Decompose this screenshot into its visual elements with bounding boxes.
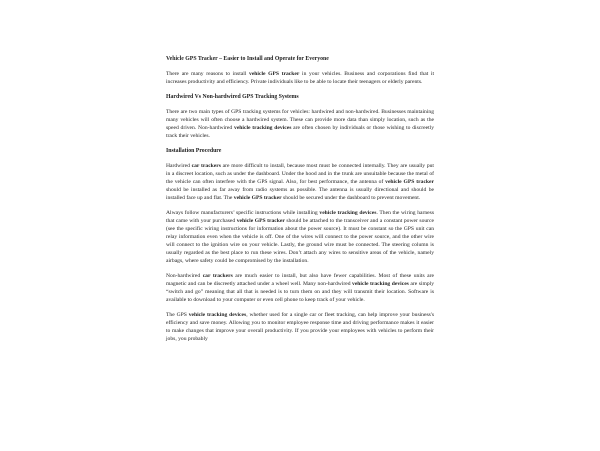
non-hardwired-paragraph — [166, 273, 434, 305]
text-run: are simply “switch and go” meaning that all that is needed is to turn them on and they will transmit their location. Software is available to download to your computer or even cell phone to keep track of your vehicle. — [166, 280, 434, 303]
text-run: are often chosen by individuals or those wishing to discreetly track their vehicles. — [166, 124, 434, 139]
text-run: Non-hardwired — [166, 273, 203, 280]
section-heading-installation: Installation Procedure — [166, 148, 222, 155]
installation-paragraph-1 — [166, 163, 434, 203]
document-title: Vehicle GPS Tracker – Easier to Install and Operate for Everyone — [166, 56, 329, 62]
text-run: should be secured under the dashboard to prevent movement. — [281, 194, 421, 201]
text-run: Hardwired — [166, 163, 192, 170]
text-run: Always follow manufacturers’ specific instructions while installing — [166, 210, 320, 217]
text-run: , whether used for a single car or fleet tracking, can help improve your business's efficiency and save money. Allowing you to monitor employee response time and driving performance makes it easier to make changes that improve your overall productivity. If you provide your employees with vehicles to perform their jobs, you probably — [166, 312, 434, 342]
bold-run: vehicle tracking devices — [188, 312, 247, 319]
text-run: are much easier to install, but also have fewer capabilities. Most of these units are magnetic and can be discreetly attached under a wheel well. Many non-hardwired — [166, 273, 434, 287]
section-heading-hardwired: Hardwired Vs Non-hardwired GPS Tracking Systems — [166, 94, 299, 101]
bold-run: vehicle GPS tracker — [385, 178, 435, 185]
bold-run: vehicle tracking devices — [234, 124, 292, 131]
benefits-paragraph — [166, 312, 434, 344]
hardwired-paragraph — [166, 109, 434, 141]
bold-run: vehicle GPS tracker — [249, 70, 300, 77]
text-run: There are many reasons to install — [166, 70, 250, 77]
text-run: are more difficult to install, because most must be connected internally. They are usually put in a discreet location, such as under the dashboard. Under the hood and in the trunk are unsuitable because the metal of the vehicle can often interfere with the GPS signal. Also, for best performance, the antenna of — [166, 163, 434, 185]
bold-run: vehicle tracking devices — [352, 280, 409, 287]
bold-run: car trackers — [202, 273, 233, 280]
text-run: in your vehicles. Business and corporations find that it increases productivity and efficiency. Private individuals like to be able to locate their teenagers or elderly parents. — [166, 70, 435, 85]
document-body — [166, 56, 434, 351]
bold-run: vehicle tracking devices — [319, 210, 377, 217]
bold-run: car trackers — [191, 163, 221, 170]
intro-paragraph — [166, 71, 434, 87]
installation-paragraph-2 — [166, 210, 434, 265]
text-run: The GPS — [166, 312, 189, 319]
text-run: There are two main types of GPS tracking systems for vehicles: hardwired and non-hardwired. Businesses maintaining many vehicles will often choose a hardwired system. These can provide more data than simply location, such as the speed driven. Non-hardwired — [166, 109, 434, 131]
text-run: . Then the wiring harness that came with your purchased — [166, 210, 435, 225]
text-run: should be installed as far away from radio systems as possible. The antenna is usually directional and should be installed face up and flat. The — [166, 186, 434, 201]
bold-run: vehicle GPS tracker — [236, 218, 285, 225]
bold-run: vehicle GPS tracker — [233, 194, 282, 201]
text-run: should be attached to the transceiver and a constant power source (see the specific wiring instructions for information about the power source). It must be constant so the GPS unit can relay information even when the vehicle is off. One of the wires will connect to the power source, and the other wire will connect to the ignition wire on your vehicle. Lastly, the ground wire must be connected. The steering column is usually regarded as the best place to run these wires. Don’t attach any wires to sensitive areas of the vehicle, namely airbags, where safety could be compromised by the installation. — [166, 218, 434, 264]
